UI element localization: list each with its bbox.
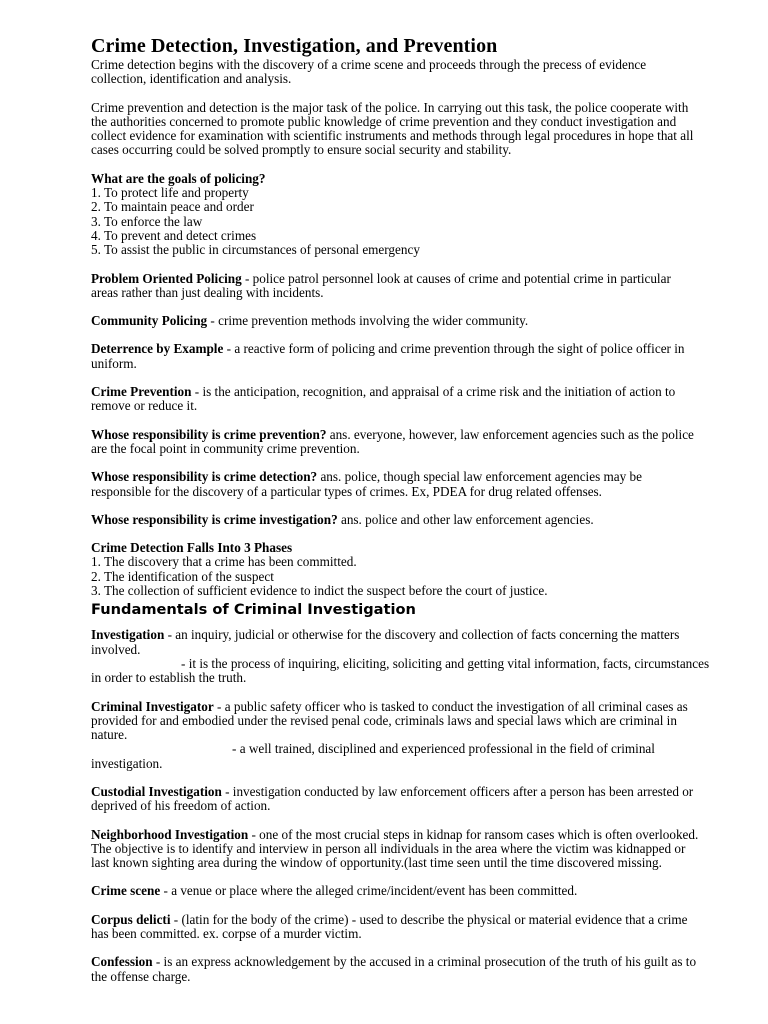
intro-line-1: Crime detection begins with the discovery of a crime scene and proceeds through the precess of evidence <box>91 57 647 72</box>
definition-text: - crime prevention methods involving the wider community. <box>207 313 529 329</box>
definition-text: - (latin for the body of the crime) - used to describe the physical or material evidence that a crime <box>170 911 688 927</box>
intro-line-2: collection, identification and analysis. <box>91 71 292 87</box>
phases-item: 3. The collection of sufficient evidence to indict the suspect before the court of justice. <box>91 583 548 599</box>
goals-list <box>91 172 768 258</box>
definition-text: involved. <box>91 641 141 657</box>
goals-item: 3. To enforce the law <box>91 213 203 229</box>
term: Custodial Investigation <box>91 783 222 799</box>
term: Whose responsibility is crime investigation? <box>91 511 338 527</box>
responsibility-detection <box>91 470 768 499</box>
phases-heading: Crime Detection Falls Into 3 Phases <box>91 540 293 556</box>
definition-text: deprived of his freedom of action. <box>91 798 271 814</box>
definition-text: - investigation conducted by law enforcement officers after a person has been arrested or <box>221 783 694 799</box>
definition-text: - an inquiry, judicial or otherwise for the discovery and collection of facts concerning the matters <box>164 627 680 643</box>
para2-line-3: collect evidence for examination with scientific instruments and methods through legal procedures in hope that all <box>91 128 694 144</box>
para2-line-4: cases occurring could be solved promptly to ensure social security and stability. <box>91 142 512 158</box>
term: Community Policing <box>91 313 208 329</box>
definition-text: - a public safety officer who is tasked to conduct the investigation of all criminal cases as <box>213 698 688 714</box>
definition-text: last known sighting area during the window of opportunity.(last time seen until the time discovered missing. <box>91 855 662 871</box>
definition-text: are the focal point in community crime prevention. <box>91 440 360 456</box>
document-page <box>91 34 768 998</box>
goals-item: 1. To protect life and property <box>91 185 249 201</box>
term: Deterrence by Example <box>91 341 224 357</box>
para2-line-1: Crime prevention and detection is the major task of the police. In carrying out this task, the police cooperate with <box>91 99 689 115</box>
criminal-investigator-definition <box>91 700 768 771</box>
responsibility-prevention <box>91 428 768 457</box>
custodial-investigation-definition <box>91 785 768 814</box>
term: Corpus delicti <box>91 911 171 927</box>
prevention-detection-paragraph <box>91 101 768 158</box>
page-title: Crime Detection, Investigation, and Prevention <box>91 35 498 57</box>
definition-text: remove or reduce it. <box>91 398 198 414</box>
definition-text: ans. police, though special law enforcement agencies may be <box>317 469 642 485</box>
crime-prevention-definition <box>91 385 768 414</box>
term: Crime scene <box>91 883 161 899</box>
phases-list <box>91 541 768 598</box>
definition-text: The objective is to identify and interview in person all individuals in the area where the victim was kidnapped or <box>91 840 686 856</box>
term: Crime Prevention <box>91 384 192 400</box>
definition-text: in order to establish the truth. <box>91 670 247 686</box>
definition-text: - a reactive form of policing and crime prevention through the sight of police officer in <box>223 341 685 357</box>
crime-scene-definition <box>91 884 768 898</box>
definition-text: - is an express acknowledgement by the accused in a criminal prosecution of the truth of his guilt as to <box>152 954 697 970</box>
responsibility-investigation <box>91 513 768 527</box>
phases-item: 1. The discovery that a crime has been committed. <box>91 554 357 570</box>
neighborhood-investigation-definition <box>91 828 768 871</box>
section-heading: Fundamentals of Criminal Investigation <box>91 601 416 619</box>
confession-definition <box>91 955 768 984</box>
definition-text: nature. <box>91 727 128 743</box>
definition-text: provided for and embodied under the revised penal code, criminals laws and special laws which are criminal in <box>91 712 677 728</box>
goals-item: 2. To maintain peace and order <box>91 199 254 215</box>
problem-oriented-policing-definition <box>91 272 768 301</box>
definition-text: investigation. <box>91 755 163 771</box>
definition-text: - it is the process of inquiring, eliciting, soliciting and getting vital information, facts, circumstances <box>181 655 710 671</box>
term: Problem Oriented Policing <box>91 270 242 286</box>
intro-paragraph <box>91 58 768 87</box>
goals-item: 5. To assist the public in circumstances of personal emergency <box>91 242 420 258</box>
para2-line-2: the authorities concerned to promote public knowledge of crime prevention and they conduct investigation and <box>91 113 677 129</box>
deterrence-by-example-definition <box>91 342 768 371</box>
definition-text: ans. everyone, however, law enforcement agencies such as the police <box>326 426 694 442</box>
term: Confession <box>91 954 153 970</box>
definition-text: - one of the most crucial steps in kidnap for ransom cases which is often overlooked. <box>248 826 699 842</box>
corpus-delicti-definition <box>91 913 768 942</box>
term: Whose responsibility is crime prevention? <box>91 426 327 442</box>
definition-text: has been committed. ex. corpse of a murder victim. <box>91 926 362 942</box>
definition-text: - is the anticipation, recognition, and appraisal of a crime risk and the initiation of action to <box>191 384 676 400</box>
definition-text: - a venue or place where the alleged crime/incident/event has been committed. <box>160 883 578 899</box>
term: Criminal Investigator <box>91 698 214 714</box>
definition-text: ans. police and other law enforcement agencies. <box>337 511 594 527</box>
term: Whose responsibility is crime detection? <box>91 469 318 485</box>
goals-heading: What are the goals of policing? <box>91 170 266 186</box>
phases-item: 2. The identification of the suspect <box>91 568 274 584</box>
definition-text: responsible for the discovery of a particular types of crimes. Ex, PDEA for drug related offenses. <box>91 483 602 499</box>
term: Neighborhood Investigation <box>91 826 249 842</box>
definition-text: - police patrol personnel look at causes of crime and potential crime in particular <box>241 270 671 286</box>
term: Investigation <box>91 627 165 643</box>
definition-text: areas rather than just dealing with incidents. <box>91 284 324 300</box>
goals-item: 4. To prevent and detect crimes <box>91 227 257 243</box>
definition-text: uniform. <box>91 355 137 371</box>
definition-text: - a well trained, disciplined and experienced professional in the field of criminal <box>232 741 655 757</box>
definition-text: the offense charge. <box>91 968 191 984</box>
community-policing-definition <box>91 314 768 328</box>
investigation-definition <box>91 628 768 685</box>
